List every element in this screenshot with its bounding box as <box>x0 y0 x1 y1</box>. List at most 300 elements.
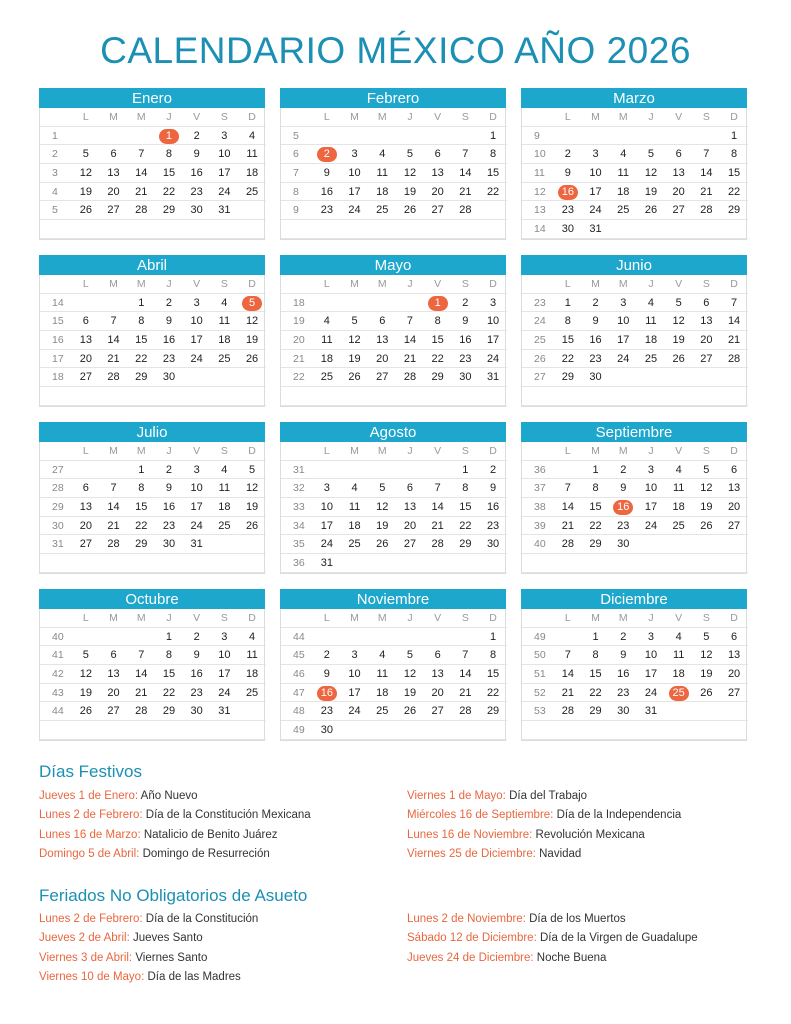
day-cell: 23 <box>609 684 637 703</box>
week-number: 53 <box>522 702 554 721</box>
day-cell <box>341 387 369 406</box>
day-cell: 27 <box>424 702 452 721</box>
day-cell <box>368 127 396 146</box>
day-cell: 27 <box>72 368 100 387</box>
day-cell <box>554 461 582 480</box>
day-cell <box>341 628 369 647</box>
day-cell: 5 <box>693 461 721 480</box>
day-cell: 10 <box>341 665 369 684</box>
day-cell: 12 <box>238 479 266 498</box>
holiday-date: Jueves 2 de Abril: <box>39 932 130 945</box>
weekday-header: V <box>424 108 452 127</box>
day-cell <box>72 721 100 740</box>
day-cell: 22 <box>554 350 582 369</box>
day-cell: 7 <box>452 145 480 164</box>
day-cell: 16 <box>155 498 183 517</box>
day-cell: 1 <box>479 628 507 647</box>
day-cell <box>183 387 211 406</box>
day-cell: 22 <box>479 183 507 202</box>
week-number: 15 <box>40 312 72 331</box>
day-cell: 13 <box>665 164 693 183</box>
holiday-day: 16 <box>317 686 337 701</box>
weekday-header: M <box>368 275 396 294</box>
month-agosto <box>280 422 506 573</box>
day-cell <box>155 721 183 740</box>
month-junio <box>521 255 747 406</box>
day-cell: 25 <box>665 517 693 536</box>
holiday-entry <box>39 949 258 968</box>
month-title: Mayo <box>280 255 506 275</box>
month-grid <box>280 275 506 407</box>
day-cell: 25 <box>211 517 239 536</box>
day-cell: 10 <box>183 479 211 498</box>
day-cell: 13 <box>72 331 100 350</box>
day-cell: 18 <box>665 498 693 517</box>
day-cell <box>609 368 637 387</box>
holiday-date: Viernes 10 de Mayo: <box>39 970 145 983</box>
day-cell: 29 <box>582 535 610 554</box>
day-cell <box>127 387 155 406</box>
week-header-cell <box>281 442 313 461</box>
day-cell: 20 <box>100 183 128 202</box>
weekday-header: M <box>609 108 637 127</box>
day-cell: 25 <box>368 201 396 220</box>
day-cell: 23 <box>313 702 341 721</box>
day-cell: 14 <box>693 164 721 183</box>
day-cell: 10 <box>341 164 369 183</box>
day-cell: 14 <box>127 665 155 684</box>
day-cell: 16 <box>155 331 183 350</box>
day-cell: 29 <box>582 702 610 721</box>
weekday-header: M <box>609 609 637 628</box>
week-header-cell <box>522 108 554 127</box>
month-grid <box>39 442 265 574</box>
day-cell <box>341 461 369 480</box>
day-cell: 14 <box>554 498 582 517</box>
day-cell: 19 <box>72 684 100 703</box>
day-cell: 21 <box>424 517 452 536</box>
day-cell <box>313 387 341 406</box>
weekday-header: M <box>100 442 128 461</box>
week-number: 45 <box>281 646 313 665</box>
month-mayo <box>280 255 506 406</box>
weekday-header: J <box>637 442 665 461</box>
day-cell: 3 <box>582 145 610 164</box>
day-cell <box>155 554 183 573</box>
day-cell <box>582 387 610 406</box>
day-cell <box>665 684 693 703</box>
day-cell: 25 <box>368 702 396 721</box>
month-marzo <box>521 88 747 239</box>
day-cell <box>72 220 100 239</box>
day-cell <box>609 127 637 146</box>
day-cell: 12 <box>72 665 100 684</box>
holiday-date: Domingo 5 de Abril: <box>39 847 140 860</box>
day-cell: 15 <box>127 331 155 350</box>
day-cell: 6 <box>424 646 452 665</box>
day-cell <box>341 127 369 146</box>
day-cell: 25 <box>313 368 341 387</box>
day-cell <box>424 554 452 573</box>
day-cell: 21 <box>127 684 155 703</box>
weekday-header: D <box>479 108 507 127</box>
week-number: 43 <box>40 684 72 703</box>
weekday-header: M <box>100 275 128 294</box>
day-cell <box>100 220 128 239</box>
day-cell: 18 <box>609 183 637 202</box>
day-cell: 6 <box>665 145 693 164</box>
day-cell <box>720 721 748 740</box>
day-cell: 5 <box>341 312 369 331</box>
weekday-header: M <box>609 442 637 461</box>
weekday-header: M <box>582 275 610 294</box>
day-cell <box>313 684 341 703</box>
weekday-header: J <box>155 609 183 628</box>
week-header-cell <box>522 609 554 628</box>
day-cell: 23 <box>155 517 183 536</box>
day-cell: 31 <box>313 554 341 573</box>
day-cell: 15 <box>479 164 507 183</box>
day-cell <box>313 294 341 313</box>
holiday-entry <box>39 929 258 948</box>
day-cell: 10 <box>211 145 239 164</box>
day-cell: 30 <box>582 368 610 387</box>
week-number: 48 <box>281 702 313 721</box>
day-cell: 20 <box>424 183 452 202</box>
day-cell: 17 <box>341 684 369 703</box>
day-cell: 5 <box>637 145 665 164</box>
day-cell: 24 <box>637 684 665 703</box>
week-number: 44 <box>281 628 313 647</box>
day-cell: 4 <box>211 294 239 313</box>
week-header-cell <box>40 275 72 294</box>
day-cell <box>72 127 100 146</box>
day-cell: 7 <box>720 294 748 313</box>
day-cell <box>100 461 128 480</box>
week-number: 20 <box>281 331 313 350</box>
day-cell: 20 <box>665 183 693 202</box>
week-number: 24 <box>522 312 554 331</box>
week-number <box>40 554 72 573</box>
day-cell <box>100 127 128 146</box>
day-cell: 5 <box>396 145 424 164</box>
weekday-header: J <box>155 108 183 127</box>
weekday-header: D <box>479 609 507 628</box>
day-cell <box>452 628 480 647</box>
day-cell: 16 <box>452 331 480 350</box>
month-title: Agosto <box>280 422 506 442</box>
day-cell: 27 <box>665 201 693 220</box>
day-cell: 11 <box>238 646 266 665</box>
day-cell: 31 <box>637 702 665 721</box>
day-cell: 11 <box>665 646 693 665</box>
day-cell: 1 <box>127 294 155 313</box>
day-cell <box>609 554 637 573</box>
day-cell: 4 <box>665 461 693 480</box>
weekday-header: M <box>341 609 369 628</box>
week-number <box>522 387 554 406</box>
holiday-entry <box>39 826 311 845</box>
weekday-header: V <box>183 442 211 461</box>
day-cell: 26 <box>368 535 396 554</box>
weekday-header: S <box>211 108 239 127</box>
day-cell: 8 <box>479 145 507 164</box>
day-cell <box>479 220 507 239</box>
day-cell: 25 <box>341 535 369 554</box>
festivos-title: Días Festivos <box>39 762 142 781</box>
week-number <box>522 721 554 740</box>
day-cell: 30 <box>554 220 582 239</box>
day-cell <box>693 387 721 406</box>
day-cell: 8 <box>155 145 183 164</box>
day-cell <box>72 554 100 573</box>
day-cell <box>424 461 452 480</box>
day-cell <box>665 721 693 740</box>
weekday-header: M <box>368 609 396 628</box>
holiday-entry <box>39 968 258 987</box>
holiday-date: Lunes 16 de Noviembre: <box>407 828 533 841</box>
weekday-header: V <box>424 275 452 294</box>
holiday-day: 16 <box>613 500 633 515</box>
day-cell: 26 <box>238 517 266 536</box>
day-cell: 23 <box>554 201 582 220</box>
day-cell: 27 <box>720 517 748 536</box>
day-cell: 17 <box>609 331 637 350</box>
day-cell: 19 <box>665 331 693 350</box>
day-cell: 10 <box>637 646 665 665</box>
day-cell: 28 <box>100 535 128 554</box>
day-cell: 7 <box>100 312 128 331</box>
day-cell: 11 <box>368 665 396 684</box>
day-cell <box>183 220 211 239</box>
week-number <box>40 721 72 740</box>
day-cell: 13 <box>720 646 748 665</box>
week-number: 13 <box>522 201 554 220</box>
day-cell <box>665 368 693 387</box>
week-number: 5 <box>40 201 72 220</box>
day-cell <box>238 368 266 387</box>
day-cell: 15 <box>155 164 183 183</box>
day-cell: 13 <box>368 331 396 350</box>
weekday-header: M <box>341 442 369 461</box>
week-number: 1 <box>40 127 72 146</box>
day-cell: 8 <box>127 312 155 331</box>
day-cell: 18 <box>238 665 266 684</box>
holiday-entry <box>407 929 698 948</box>
week-number: 10 <box>522 145 554 164</box>
week-header-cell <box>281 108 313 127</box>
day-cell: 24 <box>183 517 211 536</box>
holiday-day: 25 <box>669 686 689 701</box>
day-cell: 12 <box>396 164 424 183</box>
week-number: 28 <box>40 479 72 498</box>
weekday-header: L <box>313 609 341 628</box>
week-header-cell <box>522 442 554 461</box>
day-cell <box>554 387 582 406</box>
day-cell: 20 <box>72 350 100 369</box>
day-cell: 29 <box>452 535 480 554</box>
week-number: 12 <box>522 183 554 202</box>
day-cell: 20 <box>72 517 100 536</box>
day-cell: 9 <box>183 145 211 164</box>
day-cell <box>238 201 266 220</box>
holiday-date: Lunes 2 de Febrero: <box>39 913 143 925</box>
holiday-date: Lunes 2 de Febrero: <box>39 809 143 822</box>
months-grid <box>39 88 747 740</box>
day-cell: 13 <box>100 164 128 183</box>
day-cell: 3 <box>211 127 239 146</box>
day-cell <box>693 721 721 740</box>
day-cell: 22 <box>127 350 155 369</box>
week-number: 30 <box>40 517 72 536</box>
week-number: 23 <box>522 294 554 313</box>
day-cell <box>238 387 266 406</box>
day-cell <box>424 220 452 239</box>
day-cell <box>637 535 665 554</box>
week-number: 31 <box>281 461 313 480</box>
day-cell: 2 <box>452 294 480 313</box>
day-cell: 26 <box>72 702 100 721</box>
month-title: Noviembre <box>280 589 506 609</box>
month-grid <box>280 442 506 574</box>
day-cell: 19 <box>72 183 100 202</box>
holiday-name: Natalicio de Benito Juárez <box>143 828 278 841</box>
day-cell <box>424 628 452 647</box>
holiday-date: Lunes 2 de Noviembre: <box>407 913 526 925</box>
festivos-list-right <box>407 787 681 864</box>
day-cell: 25 <box>637 350 665 369</box>
day-cell: 29 <box>479 702 507 721</box>
day-cell: 24 <box>341 702 369 721</box>
day-cell: 3 <box>609 294 637 313</box>
day-cell <box>693 220 721 239</box>
day-cell: 9 <box>155 312 183 331</box>
day-cell: 11 <box>665 479 693 498</box>
day-cell: 2 <box>479 461 507 480</box>
day-cell: 20 <box>424 684 452 703</box>
day-cell: 4 <box>368 646 396 665</box>
day-cell: 18 <box>368 684 396 703</box>
holiday-date: Lunes 16 de Marzo: <box>39 828 141 841</box>
day-cell: 8 <box>554 312 582 331</box>
day-cell <box>341 554 369 573</box>
day-cell: 14 <box>720 312 748 331</box>
day-cell: 19 <box>693 665 721 684</box>
weekday-header: D <box>238 108 266 127</box>
month-grid <box>280 108 506 240</box>
day-cell <box>665 702 693 721</box>
month-title: Enero <box>39 88 265 108</box>
day-cell: 3 <box>637 628 665 647</box>
weekday-header: L <box>72 275 100 294</box>
day-cell: 8 <box>720 145 748 164</box>
day-cell: 24 <box>211 183 239 202</box>
day-cell: 9 <box>313 665 341 684</box>
day-cell: 23 <box>313 201 341 220</box>
holiday-name: Día de los Muertos <box>529 913 626 925</box>
month-title: Julio <box>39 422 265 442</box>
day-cell: 16 <box>183 164 211 183</box>
week-number: 40 <box>40 628 72 647</box>
day-cell: 21 <box>100 350 128 369</box>
day-cell: 4 <box>341 479 369 498</box>
day-cell <box>637 127 665 146</box>
day-cell <box>211 554 239 573</box>
day-cell: 29 <box>155 702 183 721</box>
day-cell <box>127 554 155 573</box>
day-cell: 28 <box>554 702 582 721</box>
weekday-header: S <box>693 108 721 127</box>
weekday-header: J <box>396 442 424 461</box>
day-cell <box>341 294 369 313</box>
day-cell <box>637 554 665 573</box>
weekday-header: M <box>127 108 155 127</box>
day-cell: 2 <box>609 628 637 647</box>
day-cell: 14 <box>100 498 128 517</box>
day-cell: 10 <box>637 479 665 498</box>
day-cell: 28 <box>424 535 452 554</box>
weekday-header: V <box>183 609 211 628</box>
day-cell: 6 <box>720 461 748 480</box>
day-cell <box>313 220 341 239</box>
feriados-title: Feriados No Obligatorios de Asueto <box>39 886 308 905</box>
week-number <box>40 220 72 239</box>
day-cell: 17 <box>341 183 369 202</box>
week-number: 9 <box>281 201 313 220</box>
day-cell <box>127 721 155 740</box>
weekday-header: S <box>452 609 480 628</box>
day-cell: 15 <box>582 665 610 684</box>
day-cell: 28 <box>452 702 480 721</box>
holiday-date: Sábado 12 de Diciembre: <box>407 932 537 945</box>
day-cell: 13 <box>424 164 452 183</box>
day-cell: 8 <box>127 479 155 498</box>
day-cell <box>609 721 637 740</box>
day-cell <box>665 127 693 146</box>
day-cell: 2 <box>183 628 211 647</box>
week-number: 50 <box>522 646 554 665</box>
day-cell <box>637 220 665 239</box>
week-number: 9 <box>522 127 554 146</box>
day-cell: 29 <box>127 535 155 554</box>
day-cell: 31 <box>183 535 211 554</box>
day-cell: 6 <box>72 312 100 331</box>
day-cell: 12 <box>693 646 721 665</box>
day-cell: 23 <box>183 684 211 703</box>
month-enero <box>39 88 265 239</box>
day-cell: 29 <box>127 368 155 387</box>
day-cell: 11 <box>341 498 369 517</box>
weekday-header: V <box>665 442 693 461</box>
day-cell: 6 <box>72 479 100 498</box>
day-cell <box>479 387 507 406</box>
holiday-date: Viernes 1 de Mayo: <box>407 790 506 802</box>
festivos-list-left <box>39 787 311 864</box>
weekday-header: J <box>637 609 665 628</box>
day-cell <box>396 628 424 647</box>
day-cell: 8 <box>155 646 183 665</box>
day-cell <box>396 220 424 239</box>
weekday-header: M <box>582 609 610 628</box>
holiday-date: Jueves 24 de Diciembre: <box>407 951 534 964</box>
week-number: 34 <box>281 517 313 536</box>
day-cell <box>72 461 100 480</box>
day-cell <box>665 535 693 554</box>
day-cell: 31 <box>211 702 239 721</box>
week-number: 31 <box>40 535 72 554</box>
day-cell <box>479 721 507 740</box>
day-cell <box>693 368 721 387</box>
